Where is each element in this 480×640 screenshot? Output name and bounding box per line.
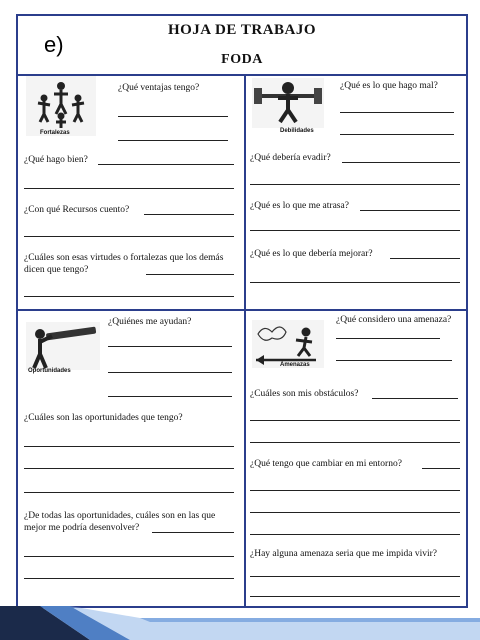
debilidades-illustration-icon	[252, 78, 324, 128]
answer-line[interactable]	[152, 532, 234, 533]
worksheet	[16, 14, 468, 608]
answer-line[interactable]	[360, 210, 460, 211]
answer-line[interactable]	[146, 274, 234, 275]
oportunidades-illustration-icon	[26, 322, 100, 370]
answer-line[interactable]	[250, 534, 460, 535]
worksheet-title: HOJA DE TRABAJO	[167, 22, 317, 38]
answer-line[interactable]	[250, 420, 460, 421]
item-letter: e)	[44, 32, 64, 57]
debilidades-q2: ¿Qué debería evadir?	[250, 153, 331, 163]
answer-line[interactable]	[342, 162, 460, 163]
amenazas-badge: Amenazas	[280, 362, 310, 368]
answer-line[interactable]	[108, 372, 232, 373]
answer-line[interactable]	[98, 164, 234, 165]
debilidades-q3: ¿Qué es lo que me atrasa?	[250, 201, 349, 211]
answer-line[interactable]	[422, 468, 460, 469]
answer-line[interactable]	[24, 446, 234, 447]
debilidades-q1: ¿Qué es lo que hago mal?	[340, 81, 438, 91]
fortalezas-q4: ¿Cuáles son esas virtudes o fortalezas que los demás dicen que tengo?	[24, 253, 224, 275]
worksheet-subtitle: FODA	[221, 52, 263, 67]
answer-line[interactable]	[250, 230, 460, 231]
fortalezas-badge: Fortalezas	[40, 130, 70, 136]
answer-line[interactable]	[24, 556, 234, 557]
answer-line[interactable]	[390, 258, 460, 259]
fortalezas-q3: ¿Con qué Recursos cuento?	[24, 205, 130, 215]
vertical-divider	[244, 74, 246, 608]
answer-line[interactable]	[24, 296, 234, 297]
answer-line[interactable]	[24, 468, 234, 469]
answer-line[interactable]	[118, 116, 228, 117]
answer-line[interactable]	[250, 576, 460, 577]
answer-line[interactable]	[108, 346, 232, 347]
amenazas-q3: ¿Qué tengo que cambiar en mi entorno?	[250, 459, 402, 469]
answer-line[interactable]	[144, 214, 234, 215]
horizontal-divider	[18, 309, 466, 311]
answer-line[interactable]	[24, 236, 234, 237]
slide-corner-decoration	[0, 606, 480, 640]
answer-line[interactable]	[250, 442, 460, 443]
fortalezas-illustration-icon	[26, 76, 96, 136]
answer-line[interactable]	[250, 596, 460, 597]
fortalezas-q2: ¿Qué hago bien?	[24, 155, 88, 165]
answer-line[interactable]	[108, 396, 232, 397]
amenazas-q2: ¿Cuáles son mis obstáculos?	[250, 389, 359, 399]
answer-line[interactable]	[24, 188, 234, 189]
amenazas-q1: ¿Qué considero una amenaza?	[336, 315, 452, 325]
answer-line[interactable]	[24, 578, 234, 579]
answer-line[interactable]	[372, 398, 458, 399]
amenazas-q4: ¿Hay alguna amenaza seria que me impida vivir?	[250, 549, 438, 559]
fortalezas-q1: ¿Qué ventajas tengo?	[118, 83, 200, 93]
answer-line[interactable]	[340, 134, 454, 135]
debilidades-badge: Debilidades	[280, 128, 314, 134]
debilidades-q4: ¿Qué es lo que debería mejorar?	[250, 249, 373, 259]
oportunidades-q1: ¿Quiénes me ayudan?	[108, 317, 192, 327]
answer-line[interactable]	[250, 282, 460, 283]
answer-line[interactable]	[336, 338, 440, 339]
answer-line[interactable]	[336, 360, 452, 361]
answer-line[interactable]	[118, 140, 228, 141]
oportunidades-q2: ¿Cuáles son las oportunidades que tengo?	[24, 413, 183, 423]
answer-line[interactable]	[340, 112, 454, 113]
worksheet-header	[18, 16, 466, 76]
oportunidades-q3: ¿De todas las oportunidades, cuáles son en las que mejor me podría desenvolver?	[24, 511, 216, 533]
answer-line[interactable]	[250, 184, 460, 185]
answer-line[interactable]	[250, 512, 460, 513]
answer-line[interactable]	[250, 490, 460, 491]
amenazas-illustration-icon	[252, 320, 324, 368]
answer-line[interactable]	[24, 492, 234, 493]
oportunidades-badge: Oportunidades	[28, 368, 71, 374]
